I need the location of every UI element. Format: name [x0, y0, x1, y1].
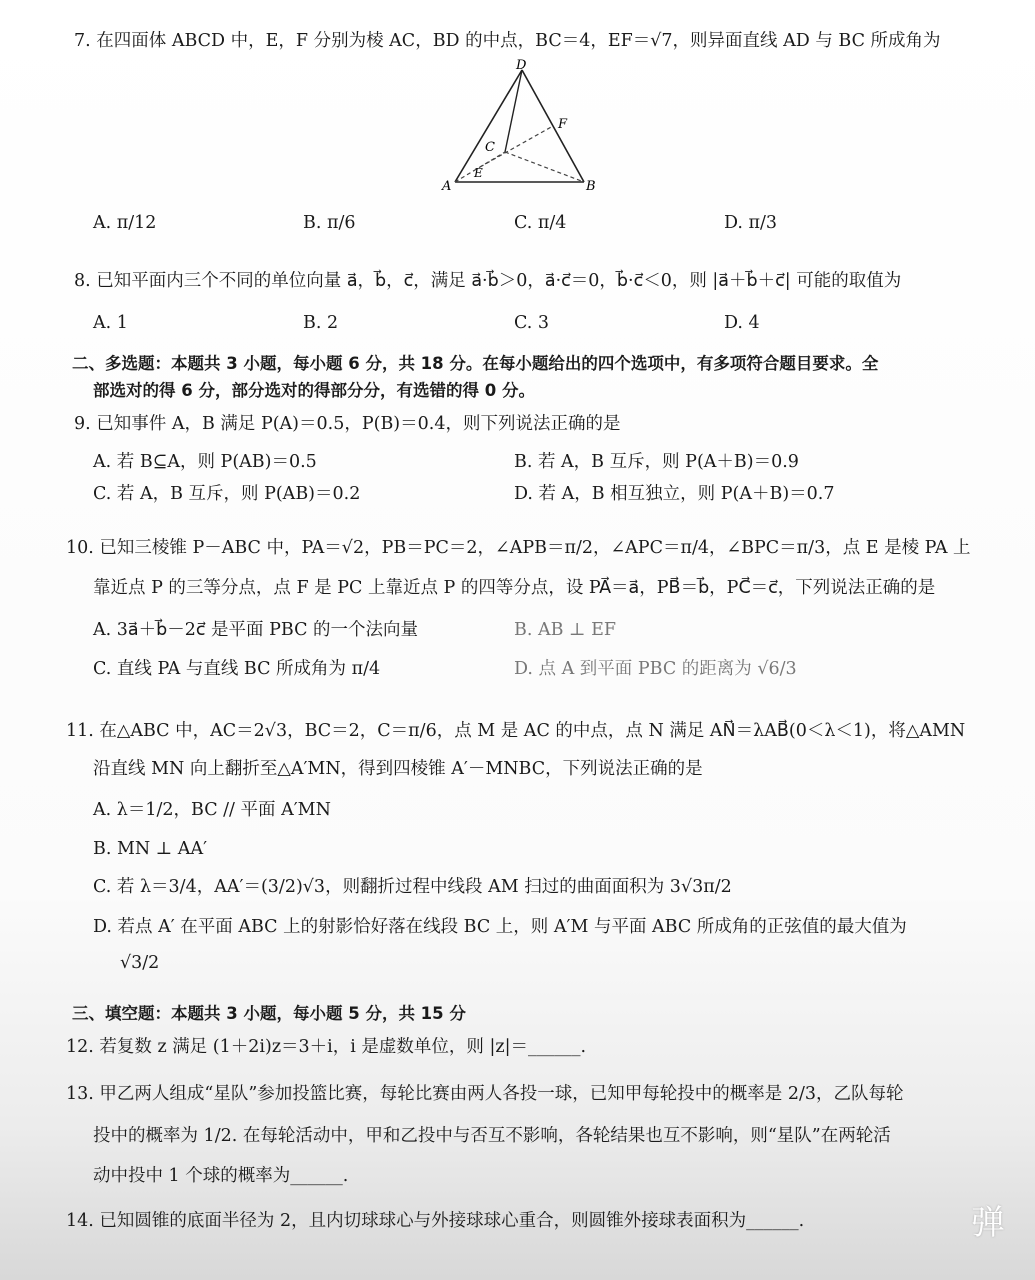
q9-option-b: B. 若 A，B 互斥，则 P(A＋B)＝0.9	[514, 452, 799, 472]
edge-CB	[505, 152, 584, 182]
q8-stem: 8. 已知平面内三个不同的单位向量 a⃗，b⃗，c⃗，满足 a⃗·b⃗＞0，a⃗·c⃗＝0，b⃗·c⃗＜0，则 |a⃗＋b⃗＋c⃗| 可能的取值为	[74, 271, 902, 291]
edge-DC	[505, 70, 522, 152]
q8-option-a: A. 1	[93, 313, 128, 333]
q9-option-c: C. 若 A，B 互斥，则 P(AB)＝0.2	[93, 484, 361, 504]
q12-stem: 12. 若复数 z 满足 (1＋2i)z＝3＋i，i 是虚数单位，则 |z|＝______.	[66, 1037, 587, 1057]
q14-stem: 14. 已知圆锥的底面半径为 2，且内切球球心与外接球球心重合，则圆锥外接球表面积为______.	[66, 1211, 805, 1231]
section2-heading-cont: 部选对的得 6 分，部分选对的得部分分，有选错的得 0 分。	[93, 381, 535, 400]
label-B: B	[586, 179, 596, 194]
tetrahedron-figure	[438, 58, 608, 198]
q8-option-b: B. 2	[303, 313, 339, 333]
q7-option-c: C. π/4	[514, 213, 567, 233]
q11-stem-cont: 沿直线 MN 向上翻折至△A′MN，得到四棱锥 A′－MNBC，下列说法正确的是	[93, 759, 703, 779]
label-C: C	[485, 140, 495, 155]
q10-stem-cont: 靠近点 P 的三等分点，点 F 是 PC 上靠近点 P 的四等分点，设 PA⃗＝a⃗，PB⃗＝b⃗，PC⃗＝c⃗，下列说法正确的是	[93, 578, 936, 598]
label-E: E	[474, 166, 483, 180]
q9-option-a: A. 若 B⊆A，则 P(AB)＝0.5	[93, 452, 317, 472]
q10-option-c: C. 直线 PA 与直线 BC 所成角为 π/4	[93, 659, 381, 679]
q10-stem: 10. 已知三棱锥 P－ABC 中，PA＝√2，PB＝PC＝2，∠APB＝π/2，∠APC＝π/4，∠BPC＝π/3，点 E 是棱 PA 上	[66, 538, 971, 558]
q11-stem: 11. 在△ABC 中，AC＝2√3，BC＝2，C＝π/6，点 M 是 AC 的中点，点 N 满足 AN⃗＝λAB⃗(0＜λ＜1)，将△AMN	[66, 721, 966, 741]
q11-option-c: C. 若 λ＝3/4，AA′＝(3/2)√3，则翻折过程中线段 AM 扫过的曲面面积为 3√3π/2	[93, 877, 732, 897]
q10-option-b: B. AB ⊥ EF	[514, 620, 616, 640]
section2-heading: 二、多选题：本题共 3 小题，每小题 6 分，共 18 分。在每小题给出的四个选项中，有多项符合题目要求。全	[72, 354, 879, 373]
q13-stem-cont2: 动中投中 1 个球的概率为______.	[93, 1166, 349, 1186]
edge-AD	[455, 70, 522, 182]
label-D: D	[516, 58, 527, 73]
danmaku-watermark-icon[interactable]: 弹	[971, 1203, 1005, 1243]
label-A: A	[442, 179, 452, 194]
q9-stem: 9. 已知事件 A，B 满足 P(A)＝0.5，P(B)＝0.4，则下列说法正确的是	[74, 414, 621, 434]
q13-stem-cont: 投中的概率为 1/2. 在每轮活动中，甲和乙投中与否互不影响，各轮结果也互不影响，则“星队”在两轮活	[93, 1126, 891, 1146]
q10-option-a: A. 3a⃗＋b⃗－2c⃗ 是平面 PBC 的一个法向量	[93, 620, 419, 640]
section3-heading: 三、填空题：本题共 3 小题，每小题 5 分，共 15 分	[72, 1004, 466, 1023]
q7-option-b: B. π/6	[303, 213, 356, 233]
q9-option-d: D. 若 A，B 相互独立，则 P(A＋B)＝0.7	[514, 484, 835, 504]
q8-option-c: C. 3	[514, 313, 550, 333]
q8-option-d: D. 4	[724, 313, 760, 333]
q10-option-d: D. 点 A 到平面 PBC 的距离为 √6/3	[514, 659, 797, 679]
q7-option-a: A. π/12	[93, 213, 157, 233]
q13-stem: 13. 甲乙两人组成“星队”参加投篮比赛，每轮比赛由两人各投一球，已知甲每轮投中的概率是 2/3，乙队每轮	[66, 1084, 904, 1104]
label-F: F	[558, 117, 568, 132]
q7-stem: 7. 在四面体 ABCD 中，E，F 分别为棱 AC，BD 的中点，BC＝4，EF＝√7，则异面直线 AD 与 BC 所成角为	[74, 31, 941, 51]
q11-option-b: B. MN ⊥ AA′	[93, 839, 208, 859]
q11-option-d-value: √3/2	[120, 953, 160, 973]
q11-option-d: D. 若点 A′ 在平面 ABC 上的射影恰好落在线段 BC 上，则 A′M 与平面 ABC 所成角的正弦值的最大值为	[93, 917, 907, 937]
q7-option-d: D. π/3	[724, 213, 778, 233]
q11-option-a: A. λ＝1/2，BC // 平面 A′MN	[93, 800, 331, 820]
